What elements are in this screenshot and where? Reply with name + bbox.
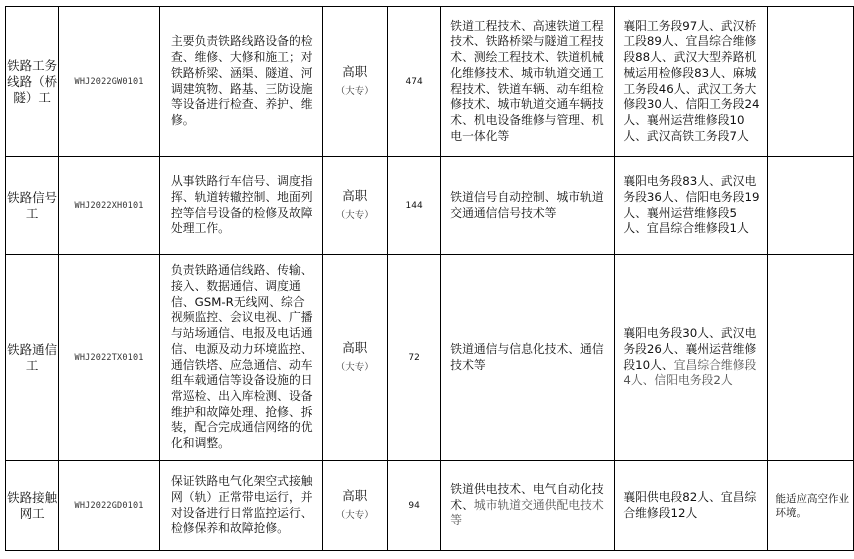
majors-cell: 铁道信号自动控制、城市轨道交通通信信号技术等 xyxy=(441,157,615,255)
note-cell xyxy=(767,255,853,461)
education-level-note: （大专） xyxy=(335,510,374,521)
education-level-cell xyxy=(322,461,387,551)
headcount-cell: 144 xyxy=(387,157,440,255)
distribution-cell: 襄阳工务段97人、武汉桥工段89人、宜昌综合维修段88人、武汉大型养路机械运用检修段83人、麻城工务段46人、武汉工务大修段30人、信阳工务段24人、襄州运营维修段10人、武汉高铁工务段7人 xyxy=(615,7,767,157)
headcount-cell: 72 xyxy=(387,255,440,461)
education-level: 高职 xyxy=(342,340,368,355)
majors-cell: 铁道工程技术、高速铁道工程技术、铁路桥梁与隧道工程技术、测绘工程技术、铁道机械化维修技术、城市轨道交通工程技术、铁道车辆、动车组检修技术、城市轨道交通车辆技术、机电设备维修与管理、机电一体化等 xyxy=(441,7,615,157)
education-level: 高职 xyxy=(342,188,368,203)
duty-description-cell: 主要负责铁路线路设备的检查、维修、大修和施工；对铁路桥梁、涵渠、隧道、河调建筑物、路基、三防设施等设备进行检查、养护、维修。 xyxy=(159,7,322,157)
majors-text: 城市轨道交通供配电技术等 xyxy=(450,497,604,528)
distribution-cell xyxy=(615,255,767,461)
post-name-cell: 铁路接触网工 xyxy=(6,461,59,551)
post-name-cell: 铁路通信工 xyxy=(6,255,59,461)
duty-description-cell: 负责铁路通信线路、传输、接入、数据通信、调度通信、GSM-R无线网、综合视频监控、会议电视、广播与站场通信、电报及电话通信、电源及动力环境监控、通信铁塔、应急通信、动车组车载通信等设备设施的日常巡检、出入库检测、设备维护和故障处理、抢修、拆装，配合完成通信网络的优化和调整。 xyxy=(159,255,322,461)
note-cell xyxy=(767,157,853,255)
post-code-cell: WHJ2022GD0101 xyxy=(59,461,160,551)
headcount-cell: 94 xyxy=(387,461,440,551)
distribution-text: 襄阳电务段30人、武汉电务段26人、襄州运营维修段10人、 xyxy=(623,326,757,372)
distribution-text: 宜昌综合维修段4人、信阳电务段2人 xyxy=(623,357,757,388)
education-level: 高职 xyxy=(342,488,368,503)
note-cell xyxy=(767,7,853,157)
majors-cell: 铁道通信与信息化技术、通信技术等 xyxy=(441,255,615,461)
education-level-note: （大专） xyxy=(335,210,374,221)
education-level-note: （大专） xyxy=(335,362,374,373)
duty-description-cell: 保证铁路电气化架空式接触网（轨）正常带电运行，并对设备进行日常监控运行、检修保养和故障抢修。 xyxy=(159,461,322,551)
post-code-cell: WHJ2022GW0101 xyxy=(59,7,160,157)
headcount-cell: 474 xyxy=(387,7,440,157)
table-row xyxy=(6,157,854,255)
majors-cell xyxy=(441,461,615,551)
post-name-cell: 铁路工务线路（桥隧）工 xyxy=(6,7,59,157)
note-cell: 能适应高空作业环境。 xyxy=(767,461,853,551)
education-level-cell xyxy=(322,157,387,255)
majors-text: 铁道供电技术、电气自动化技术、 xyxy=(450,481,604,512)
education-level-cell xyxy=(322,7,387,157)
education-level: 高职 xyxy=(342,64,368,79)
education-level-cell xyxy=(322,255,387,461)
table-row xyxy=(6,7,854,157)
distribution-cell: 襄阳供电段82人、宜昌综合维修段12人 xyxy=(615,461,767,551)
post-code-cell: WHJ2022XH0101 xyxy=(59,157,160,255)
distribution-cell: 襄阳电务段83人、武汉电务段36人、信阳电务段19人、襄州运营维修段5人、宜昌综合维修段1人 xyxy=(615,157,767,255)
table-row xyxy=(6,461,854,551)
post-code-cell: WHJ2022TX0101 xyxy=(59,255,160,461)
table-row xyxy=(6,255,854,461)
post-name-cell: 铁路信号工 xyxy=(6,157,59,255)
education-level-note: （大专） xyxy=(335,86,374,97)
duty-description-cell: 从事铁路行车信号、调度指挥、轨道转辙控制、地面列控等信号设备的检修及故障处理工作。 xyxy=(159,157,322,255)
recruitment-table xyxy=(5,6,854,551)
